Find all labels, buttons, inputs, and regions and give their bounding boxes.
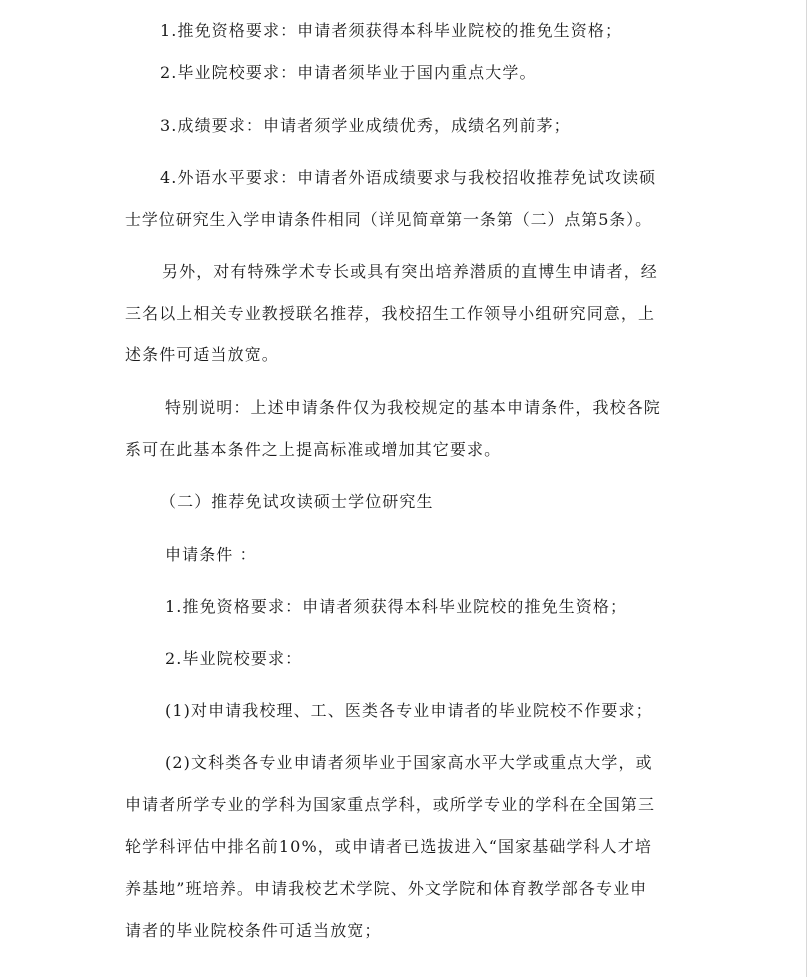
text-line: 申请者所学专业的学科为国家重点学科，或所学专业的学科在全国第三 [125,795,656,814]
section-heading: （二）推荐免试攻读硕士学位研究生 [160,492,434,511]
text-line: 述条件可适当放宽。 [125,345,279,364]
text-line: 1.推免资格要求：申请者须获得本科毕业院校的推免生资格； [165,597,628,616]
text-line: 养基地”班培养。申请我校艺术学院、外文学院和体育教学部各专业申 [125,879,648,898]
text-line: 三名以上相关专业教授联名推荐，我校招生工作领导小组研究同意，上 [125,304,656,323]
text-line: (2)文科类各专业申请者须毕业于国家高水平大学或重点大学，或 [165,753,653,772]
text-line: 1.推免资格要求：申请者须获得本科毕业院校的推免生资格； [160,21,623,40]
text-line: 3.成绩要求：申请者须学业成绩优秀，成绩名列前茅； [160,116,571,135]
text-line: 申请条件 ： [165,545,257,564]
text-line: 士学位研究生入学申请条件相同（详见简章第一条第（二）点第5条）。 [125,210,652,229]
text-line: 2.毕业院校要求：申请者须毕业于国内重点大学。 [160,63,537,82]
text-line: 2.毕业院校要求： [165,649,303,668]
text-line: 轮学科评估中排名前10%，或申请者已选拔进入“国家基础学科人才培 [125,837,652,856]
text-line: (1)对申请我校理、工、医类各专业申请者的毕业院校不作要求； [165,701,653,720]
text-line: 另外，对有特殊学术专长或具有突出培养潜质的直博生申请者，经 [162,262,658,281]
text-line: 4.外语水平要求：申请者外语成绩要求与我校招收推荐免试攻读硕 [160,168,657,187]
text-line: 系可在此基本条件之上提高标准或增加其它要求。 [125,440,502,459]
text-line: 特别说明：上述申请条件仅为我校规定的基本申请条件，我校各院 [165,398,661,417]
text-line: 请者的毕业院校条件可适当放宽； [125,921,382,940]
